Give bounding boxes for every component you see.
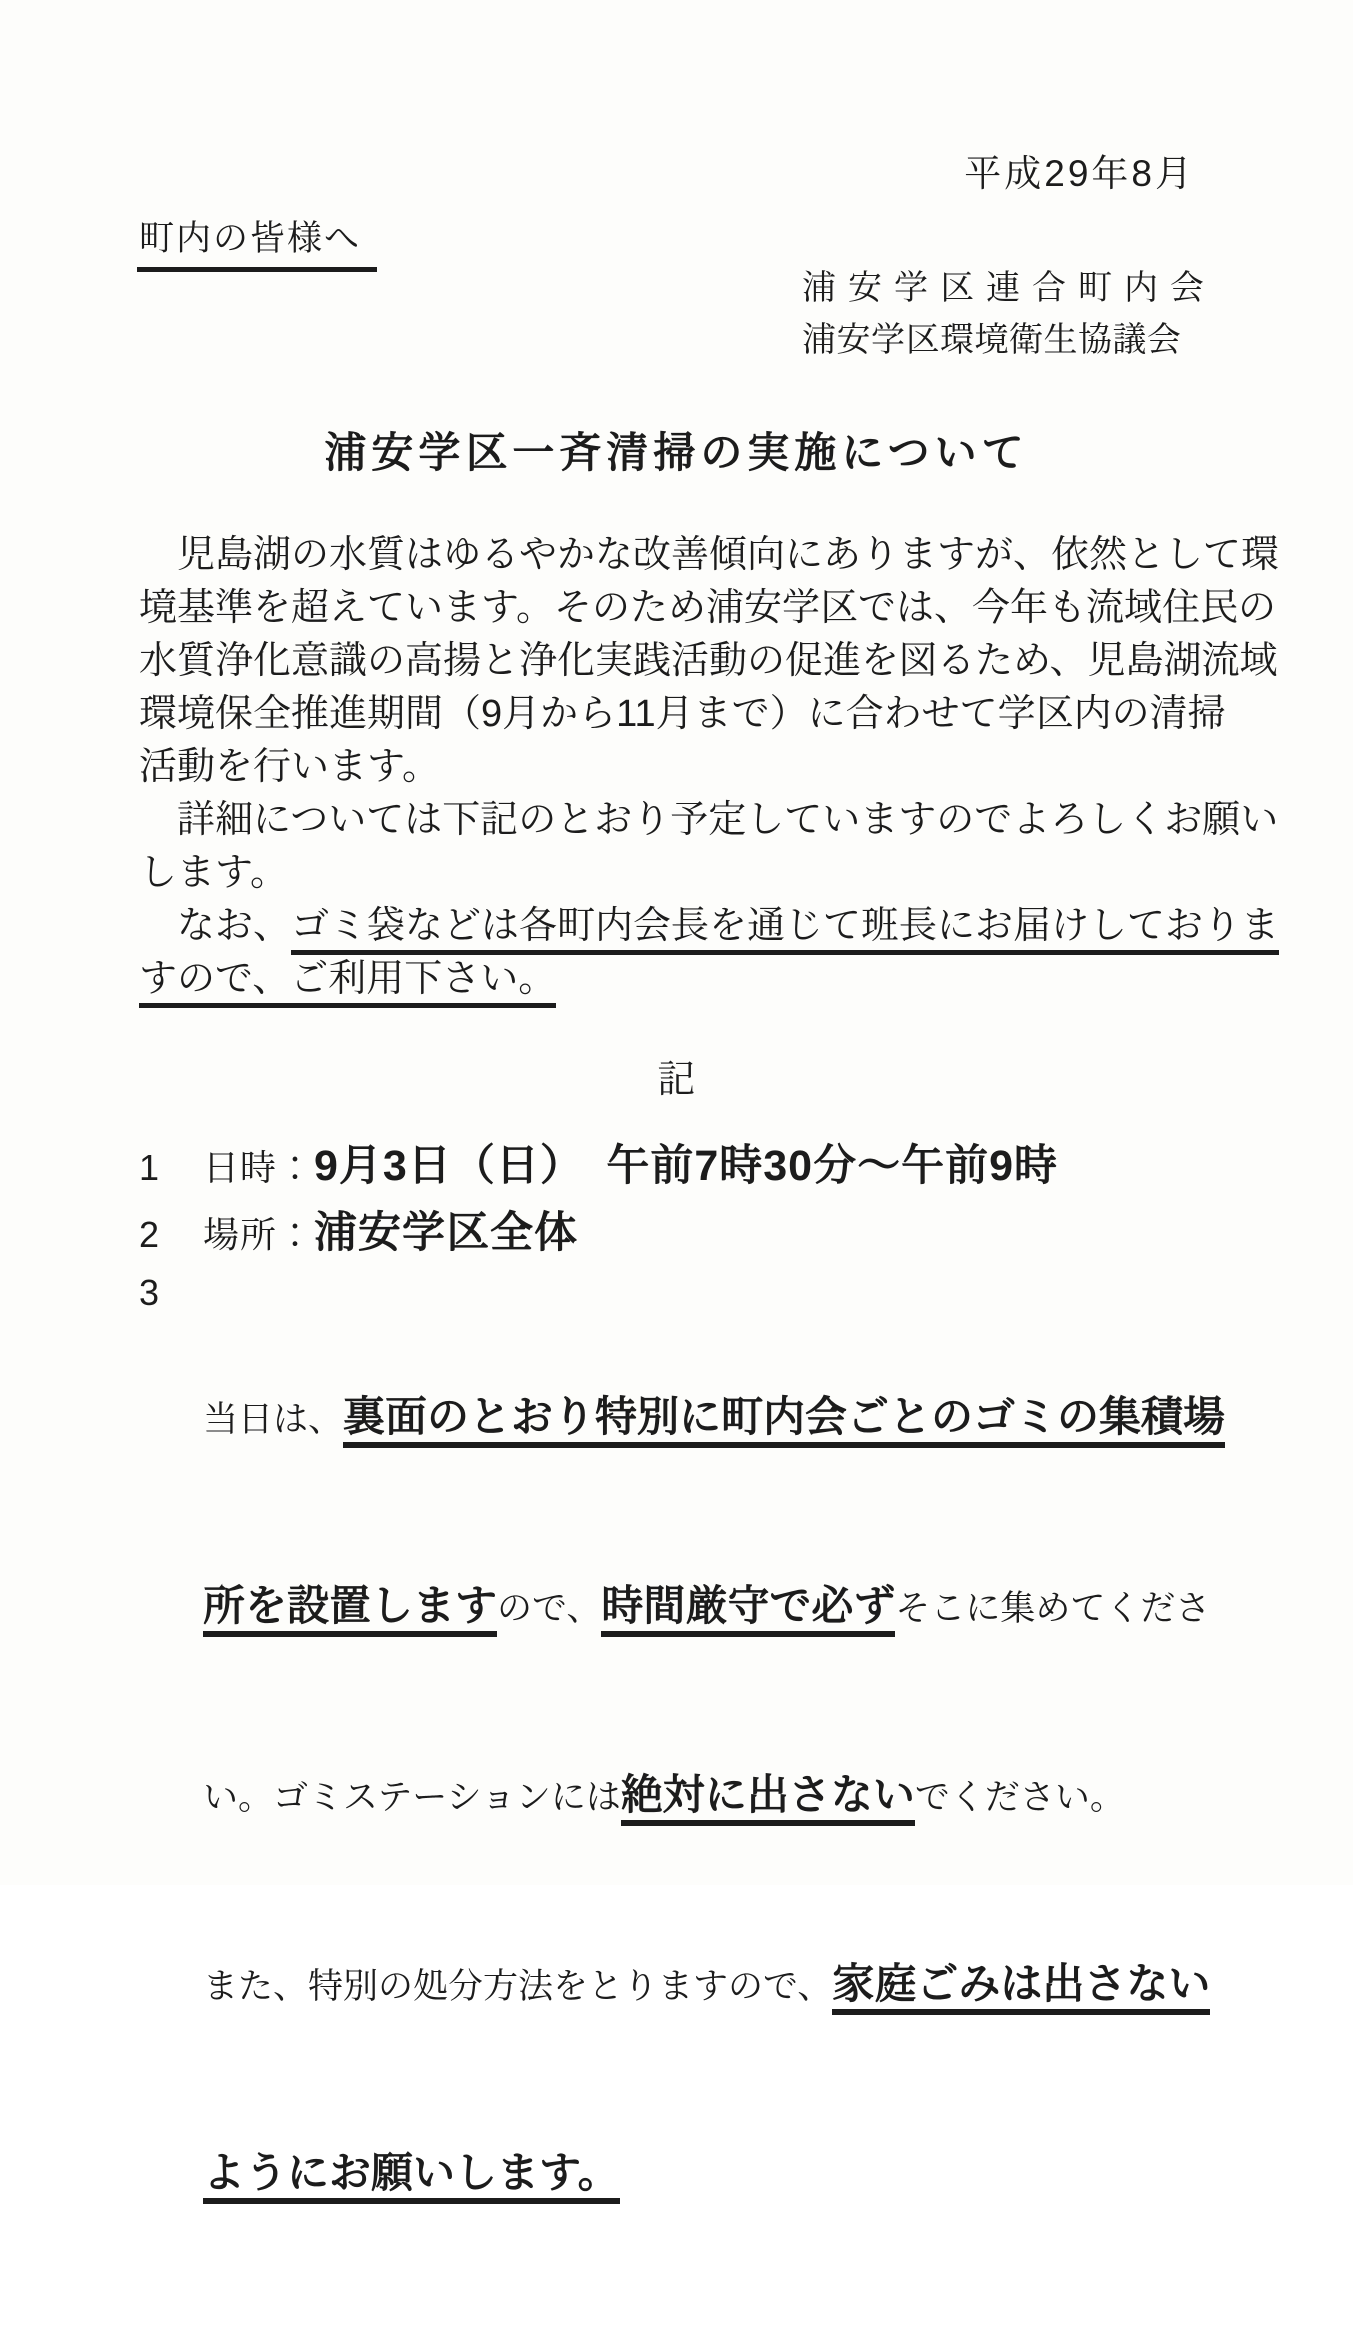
item3-emphasis: ようにお願いします。 [203, 2149, 620, 2204]
document-title: 浦安学区一斉清掃の実施について [324, 429, 1029, 476]
item3-emphasis: 時間厳守で必ず [601, 1582, 895, 1637]
item-instructions-content [203, 1262, 1269, 2331]
item3-text: ので、 [497, 1589, 602, 1628]
body-paragraph [139, 529, 1280, 1006]
note-underlined-text: ゴミ袋などは各町内会長を通じて班長にお届けしておりま [291, 905, 1279, 955]
date-text: 平成29年8月 [964, 153, 1195, 194]
item3-text: い。ゴミステーションには [203, 1778, 621, 1817]
list-item-datetime [139, 1140, 1058, 1194]
item3-emphasis: 所を設置します [203, 1582, 497, 1637]
item3-text: また、特別の処分方法をとりますので、 [203, 1967, 833, 2006]
item3-intro: 当日は、 [203, 1400, 344, 1439]
body-line: 活動を行います。 [139, 746, 440, 788]
body-line: 児島湖の水質はゆるやかな改善傾向にありますが、依然として環 [139, 534, 1280, 576]
body-line-note [139, 900, 1280, 953]
item-number: 1 [139, 1147, 160, 1188]
body-line: 詳細については下記のとおり予定していますのでよろしくお願い [139, 799, 1279, 841]
note-underlined-text: すので、ご利用下さい。 [139, 958, 556, 1008]
item-value-datetime: 9月3日（日） 午前7時30分～午前9時 [314, 1142, 1059, 1190]
item-label: 場所： [203, 1214, 315, 1255]
body-line-note [139, 953, 1259, 1006]
body-line: 環境保全推進期間（9月から11月まで）に合わせて学区内の清掃 [139, 693, 1226, 735]
item-label: 日時： [203, 1147, 315, 1188]
item-value-place: 浦安学区全体 [314, 1209, 579, 1257]
org-name-council: 浦安学区環境衛生協議会 [802, 321, 1182, 359]
item3-text: そこに集めてくださ [895, 1589, 1211, 1628]
list-item-place [139, 1207, 578, 1261]
item3-text: でください。 [914, 1778, 1125, 1817]
body-line: します。 [139, 852, 288, 894]
org-name-federation: 浦安学区連合町内会 [802, 269, 1216, 307]
sender-organizations [802, 262, 1216, 366]
item-number: 3 [139, 1272, 160, 1313]
note-prefix: なお、 [139, 905, 292, 947]
item3-line [203, 1386, 1269, 1451]
item3-emphasis: 裏面のとおり特別に町内会ごとのゴミの集積場 [343, 1393, 1225, 1448]
item-number: 2 [139, 1214, 160, 1255]
section-marker: 記 [657, 1059, 696, 1101]
item3-line [203, 1764, 1269, 1829]
item3-line [203, 2142, 1269, 2207]
item3-emphasis: 家庭ごみは出さない [832, 1960, 1210, 2015]
body-line: 境基準を超えています。そのため浦安学区では、今年も流域住民の [139, 587, 1276, 629]
recipient-heading: 町内の皆様へ [137, 211, 377, 272]
body-line: 水質浄化意識の高揚と浄化実践活動の促進を図るため、児島湖流域 [139, 640, 1278, 682]
item3-line [203, 1953, 1269, 2018]
list-item-instructions [139, 1262, 1269, 2331]
item3-emphasis: 絶対に出さない [621, 1771, 915, 1826]
item3-line [203, 1575, 1269, 1640]
